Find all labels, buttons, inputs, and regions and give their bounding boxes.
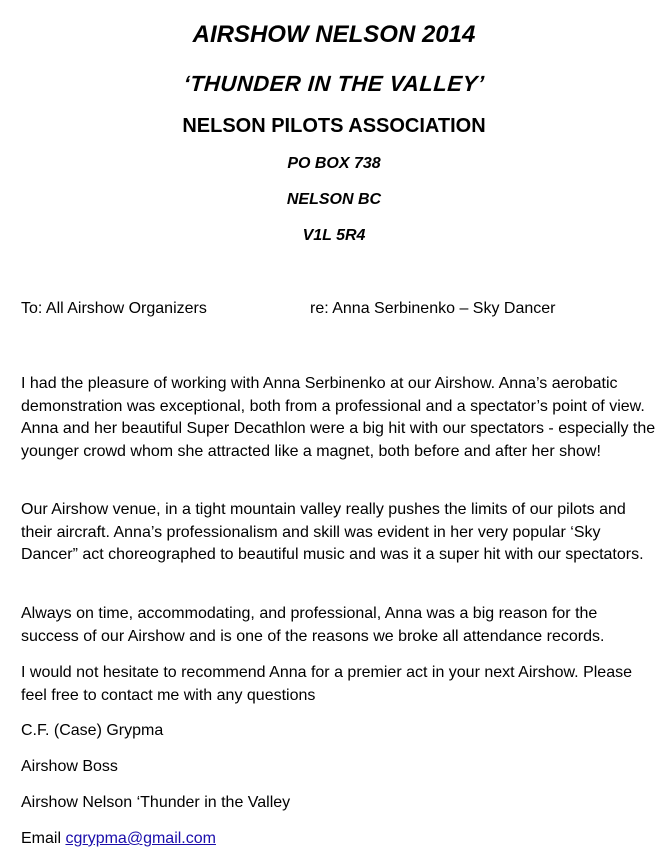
postal-code: V1L 5R4 <box>302 227 366 244</box>
body-paragraph-1: I had the pleasure of working with Anna Serbinenko at our Airshow. Anna’s aerobatic demonstration was exceptional, both from a professional and a spectator’s point of view. Anna and her beautiful Super Decathlon were a big hit with our spectators - especially the younger crowd whom she attracted like a magnet, both before and after her show! <box>21 375 656 460</box>
letter-title: AIRSHOW NELSON 2014 <box>192 21 476 48</box>
email-label: Email <box>21 830 62 847</box>
signer-name: C.F. (Case) Grypma <box>21 722 164 739</box>
subject-line: re: Anna Serbinenko – Sky Dancer <box>310 300 556 317</box>
recipient-line: To: All Airshow Organizers <box>21 300 207 317</box>
po-box: PO BOX 738 <box>287 155 381 172</box>
signer-event: Airshow Nelson ‘Thunder in the Valley <box>21 794 291 811</box>
email-link[interactable]: cgrypma@gmail.com <box>65 830 216 847</box>
signer-role: Airshow Boss <box>21 758 118 775</box>
body-paragraph-2: Our Airshow venue, in a tight mountain valley really pushes the limits of our pilots and their aircraft. Anna’s professionalism and skill was evident in her very popular ‘Sky Dancer” act choreographed to beautiful music and was it a super hit with our spectators. <box>21 501 644 564</box>
city-line: NELSON BC <box>286 191 382 208</box>
letter-subtitle: ‘THUNDER IN THE VALLEY’ <box>182 71 486 96</box>
body-paragraph-4: I would not hesitate to recommend Anna for a premier act in your next Airshow. Please feel free to contact me with any questions <box>21 664 632 704</box>
email-line <box>21 830 216 848</box>
body-paragraph-3: Always on time, accommodating, and professional, Anna was a big reason for the success of our Airshow and is one of the reasons we broke all attendance records. <box>21 605 605 645</box>
organization-name: NELSON PILOTS ASSOCIATION <box>182 115 486 137</box>
